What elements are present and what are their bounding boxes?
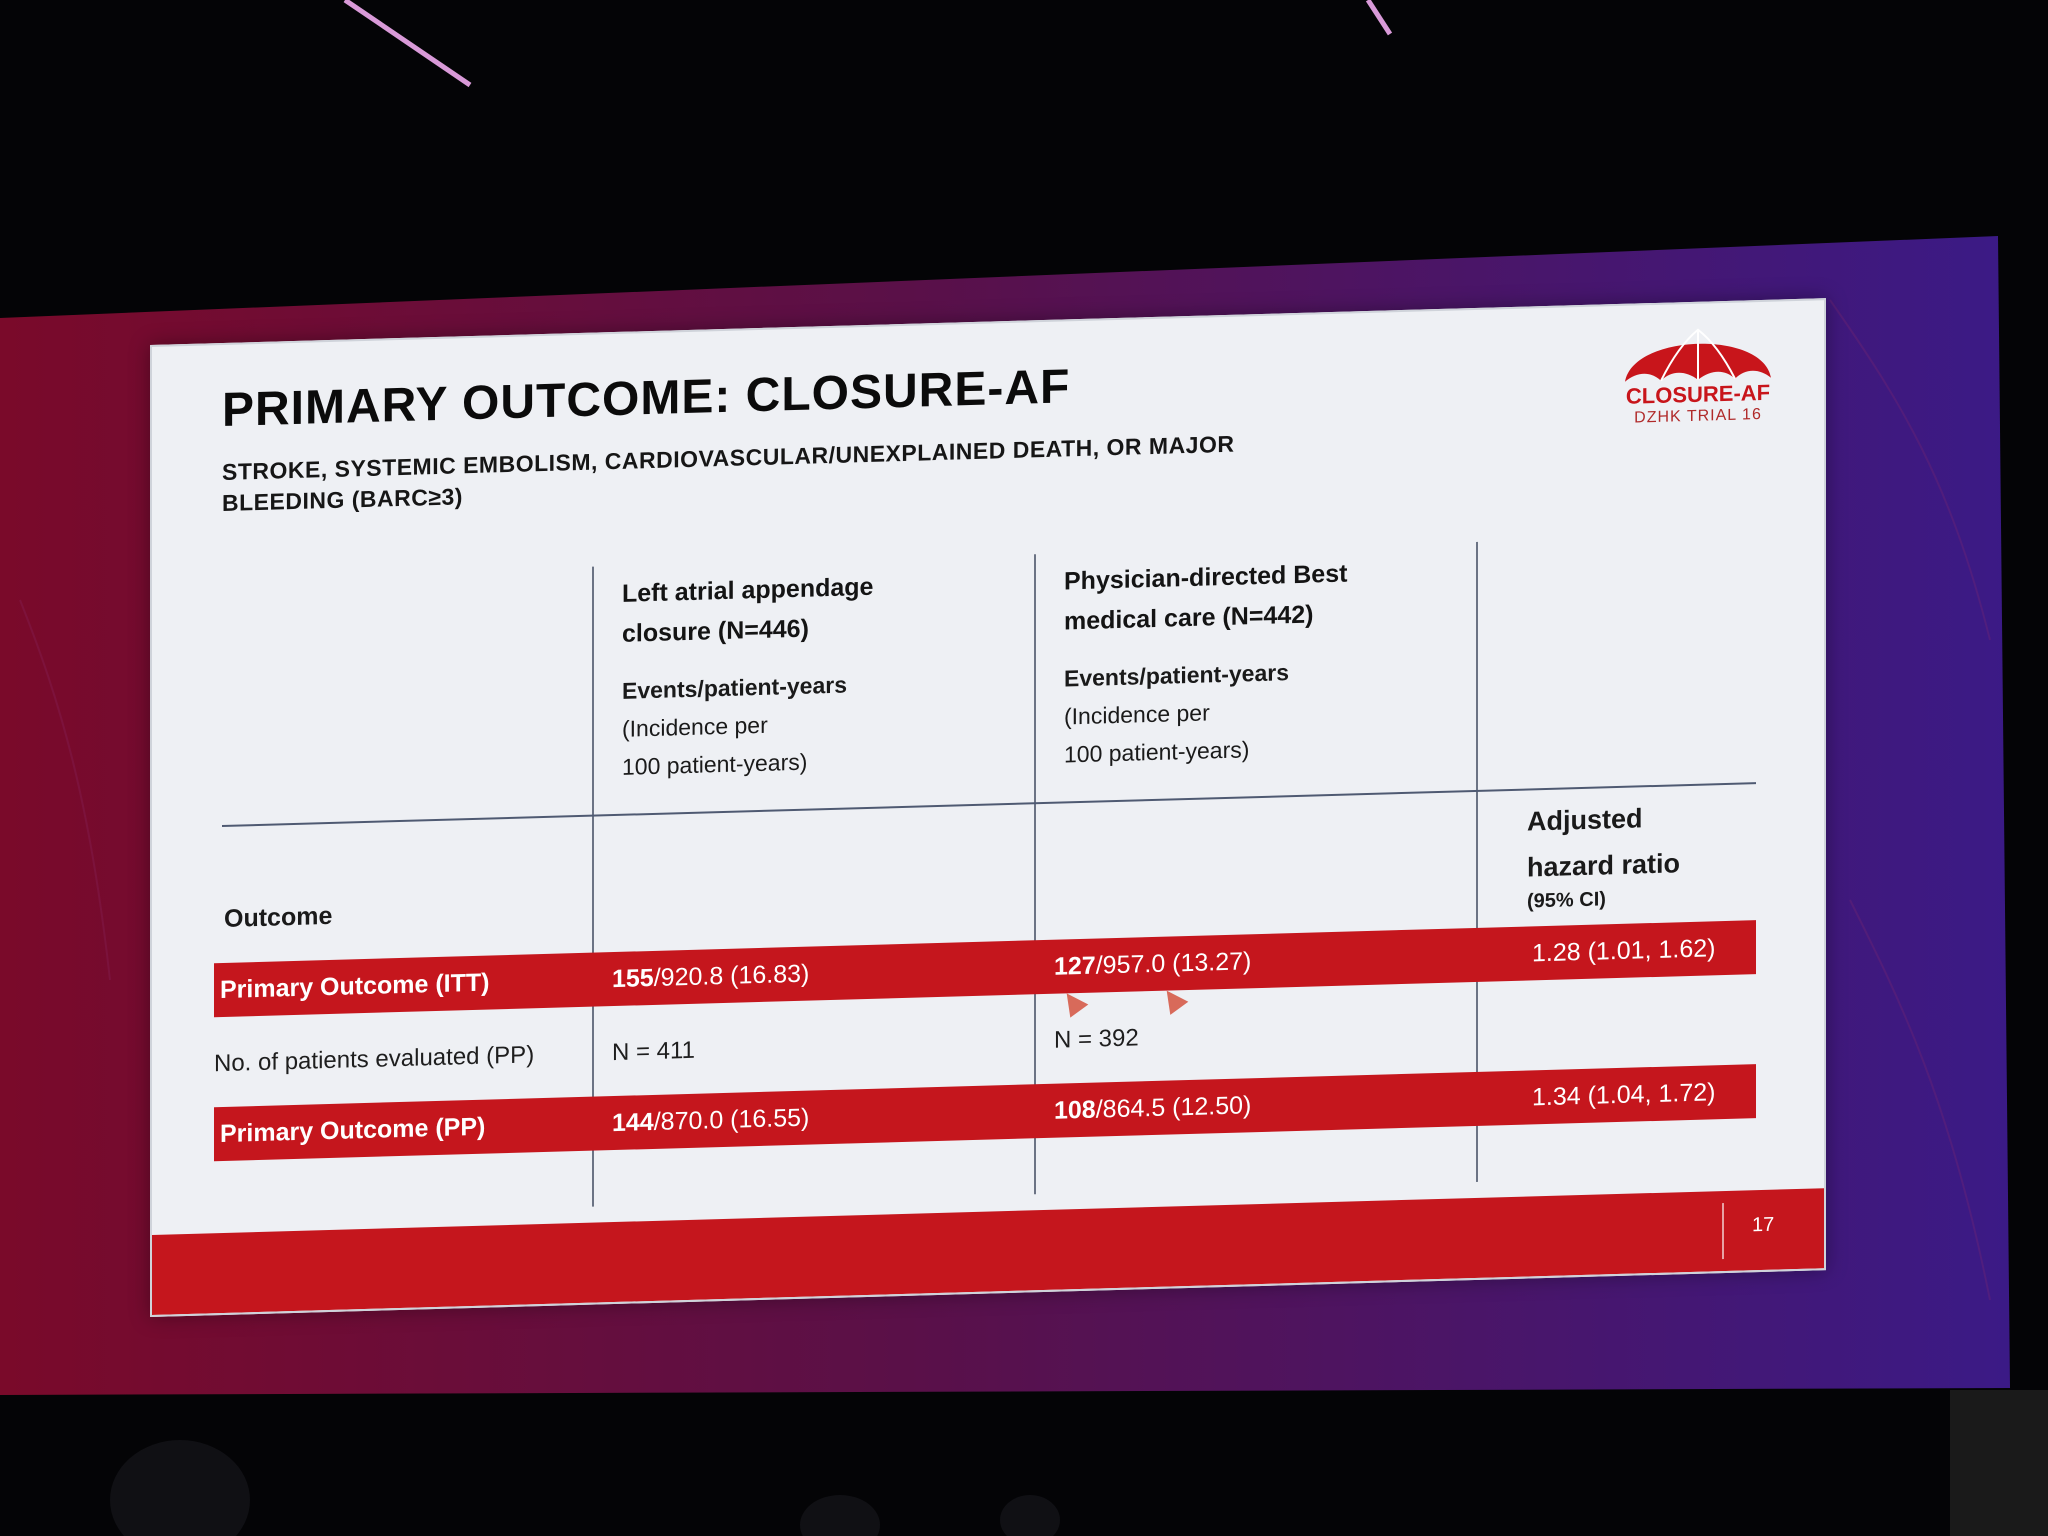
laac-sub-line1: Events/patient-years: [622, 671, 847, 704]
footer-separator: [1722, 1203, 1724, 1259]
header-divider: [222, 782, 1756, 827]
umbrella-icon: [1623, 320, 1773, 386]
row-label: Primary Outcome (ITT): [220, 968, 490, 1005]
slide-page-number: 17: [1752, 1213, 1775, 1237]
closure-af-logo: [1608, 319, 1788, 434]
bmc-rate: /864.5 (12.50): [1095, 1091, 1252, 1124]
outcome-column-label: Outcome: [224, 901, 333, 933]
bmc-value: [1054, 934, 1251, 994]
bmc-heading-line1: Physician-directed Best: [1064, 559, 1348, 596]
laac-pp-count: N = 411: [612, 1036, 695, 1067]
hazard-ratio-value: 1.34 (1.04, 1.72): [1532, 1078, 1716, 1112]
table-row-pp: [214, 1064, 1756, 1161]
presentation-slide: [150, 298, 1826, 1317]
row-label: Primary Outcome (PP): [220, 1112, 486, 1149]
hazard-ratio-value: 1.28 (1.01, 1.62): [1532, 934, 1716, 968]
laac-column-heading: [622, 567, 873, 654]
bmc-sub-line2: (Incidence per: [1064, 699, 1210, 730]
logo-subtitle: DZHK TRIAL 16: [1634, 405, 1762, 427]
hazard-ratio-heading: [1527, 794, 1680, 890]
laac-events: 144: [612, 1107, 654, 1138]
bmc-sub-line1: Events/patient-years: [1064, 659, 1289, 692]
ahr-line1: Adjusted: [1527, 803, 1643, 837]
bmc-heading-line2: medical care (N=442): [1064, 600, 1314, 636]
laac-value: [612, 947, 809, 1007]
laac-heading-line1: Left atrial appendage: [622, 572, 874, 608]
logo-name: CLOSURE-AF: [1625, 379, 1771, 409]
laac-events: 155: [612, 963, 654, 994]
bmc-sub-line3: 100 patient-years): [1064, 736, 1250, 768]
ahr-line2: hazard ratio: [1527, 848, 1681, 883]
laac-value: [612, 1091, 809, 1151]
bmc-column-heading: [1064, 554, 1347, 642]
bmc-value: [1054, 1078, 1251, 1138]
laac-sub-line2: (Incidence per: [622, 711, 768, 742]
bmc-column-subheading: [1064, 653, 1289, 773]
bmc-rate: /957.0 (13.27): [1095, 947, 1252, 980]
laac-column-subheading: [622, 666, 847, 786]
bmc-events: 108: [1054, 1095, 1096, 1125]
slide-subtitle: STROKE, SYSTEMIC EMBOLISM, CARDIOVASCULAR/UNEXPLAINED DEATH, OR MAJOR BLEEDING (BARC≥3): [222, 430, 1235, 516]
pp-count-label: No. of patients evaluated (PP): [214, 1041, 535, 1078]
table-row-itt: [214, 920, 1756, 1017]
stage-structure: [1950, 1390, 2048, 1536]
laac-rate: /870.0 (16.55): [653, 1103, 810, 1136]
laac-heading-line2: closure (N=446): [622, 614, 809, 648]
laac-sub-line3: 100 patient-years): [622, 748, 808, 780]
hazard-ratio-ci-label: (95% CI): [1527, 888, 1606, 913]
bmc-events: 127: [1054, 951, 1096, 981]
laac-rate: /920.8 (16.83): [653, 959, 810, 992]
slide-title: PRIMARY OUTCOME: CLOSURE-AF: [222, 360, 1071, 437]
bmc-pp-count: N = 392: [1054, 1024, 1139, 1054]
